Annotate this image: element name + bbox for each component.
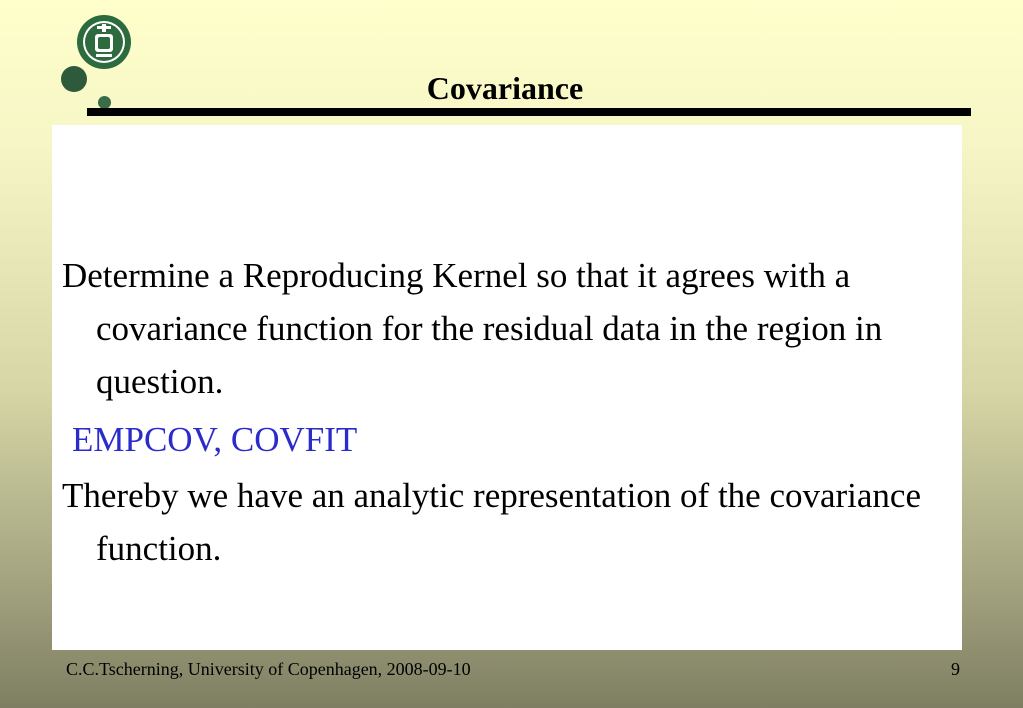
page-number: 9 — [951, 659, 960, 679]
title-divider — [87, 108, 971, 116]
footer-credit: C.C.Tscherning, University of Copenhagen, 2008-09-10 — [66, 659, 471, 679]
paragraph-reproducing-kernel: Determine a Reproducing Kernel so that it agrees with a covariance function for the residual data in the region in question. — [62, 256, 883, 401]
university-seal-icon — [76, 14, 132, 70]
paragraph-analytic-representation: Thereby we have an analytic representation of the covariance function. — [62, 476, 922, 568]
decorative-dot-large — [61, 66, 87, 92]
slide-title: Covariance — [426, 70, 584, 106]
content-panel — [52, 125, 962, 650]
paragraph-program-names: EMPCOV, COVFIT — [72, 420, 358, 459]
